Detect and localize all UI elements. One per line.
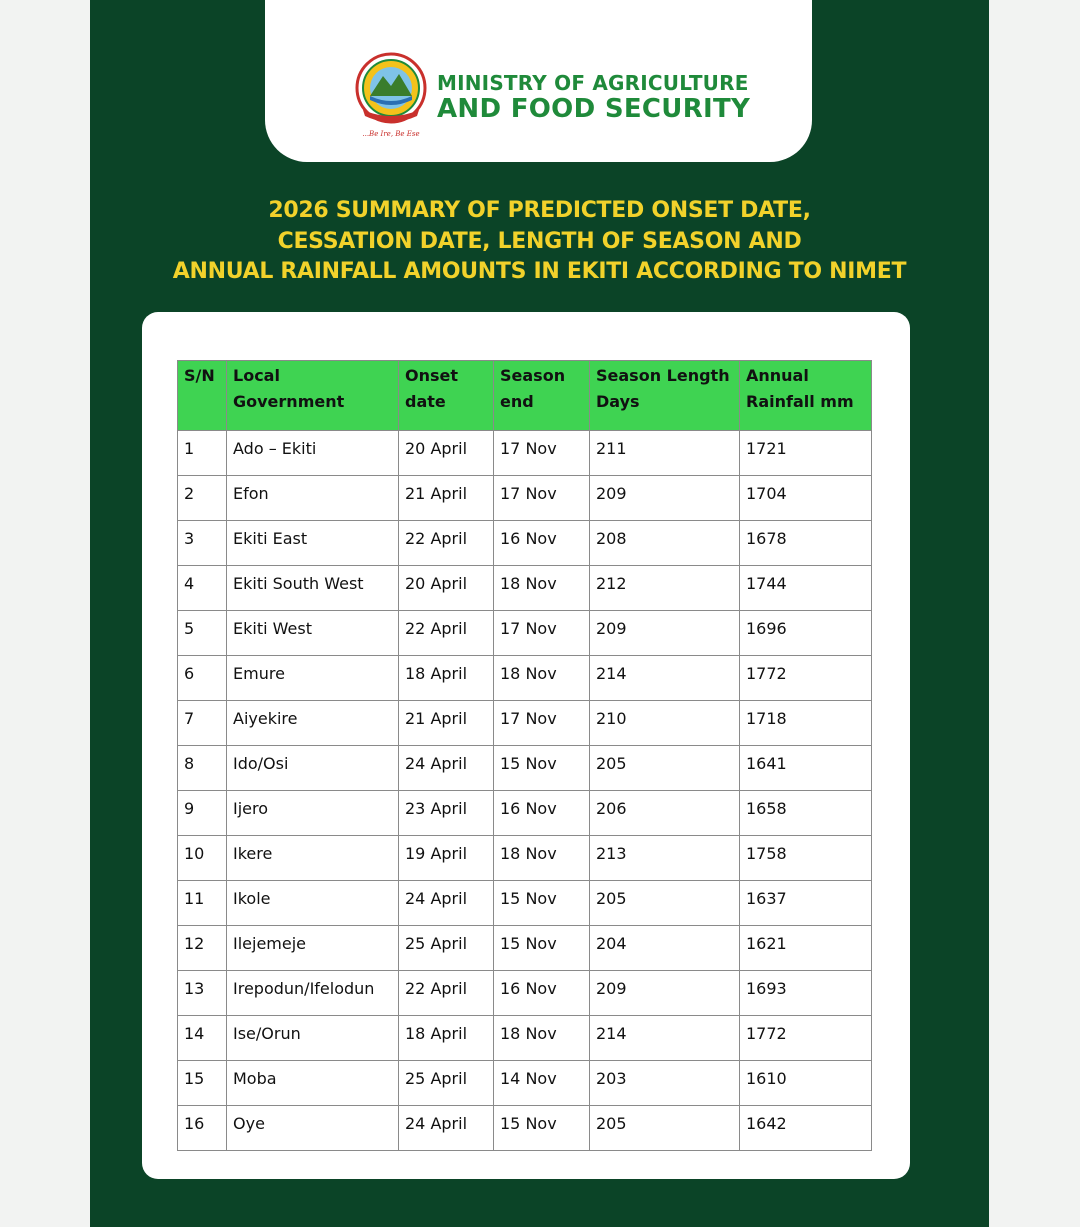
cell-annual-rainfall: 1704 [740, 476, 872, 521]
header-rainfall-label-2: Rainfall mm [746, 392, 854, 411]
cell-annual-rainfall: 1718 [740, 701, 872, 746]
cell-sn: 11 [178, 881, 227, 926]
cell-sn: 4 [178, 566, 227, 611]
cell-annual-rainfall: 1693 [740, 971, 872, 1016]
cell-annual-rainfall: 1758 [740, 836, 872, 881]
cell-local-government: Emure [227, 656, 399, 701]
cell-season-length: 209 [590, 971, 740, 1016]
table-row [178, 971, 872, 1016]
cell-sn: 13 [178, 971, 227, 1016]
table-header-row [178, 361, 872, 431]
header-lg-label-2: Government [233, 392, 345, 411]
header-annual-rainfall [740, 361, 872, 431]
ministry-logo [355, 52, 427, 140]
cell-season-length: 208 [590, 521, 740, 566]
cell-onset-date: 21 April [399, 476, 494, 521]
cell-onset-date: 24 April [399, 881, 494, 926]
cell-sn: 7 [178, 701, 227, 746]
cell-season-end: 15 Nov [494, 1106, 590, 1151]
cell-season-end: 17 Nov [494, 701, 590, 746]
header-onset-label: Onset [405, 366, 459, 385]
table-row [178, 656, 872, 701]
cell-annual-rainfall: 1641 [740, 746, 872, 791]
cell-local-government: Moba [227, 1061, 399, 1106]
cell-season-length: 210 [590, 701, 740, 746]
cell-local-government: Ekiti East [227, 521, 399, 566]
header-season-length [590, 361, 740, 431]
cell-onset-date: 22 April [399, 521, 494, 566]
cell-onset-date: 25 April [399, 1061, 494, 1106]
cell-annual-rainfall: 1772 [740, 656, 872, 701]
cell-local-government: Ido/Osi [227, 746, 399, 791]
cell-sn: 1 [178, 431, 227, 476]
table-row [178, 1016, 872, 1061]
cell-annual-rainfall: 1744 [740, 566, 872, 611]
header-end-label-2: end [500, 392, 534, 411]
cell-local-government: Aiyekire [227, 701, 399, 746]
cell-sn: 2 [178, 476, 227, 521]
cell-onset-date: 24 April [399, 1106, 494, 1151]
cell-onset-date: 22 April [399, 611, 494, 656]
cell-season-length: 204 [590, 926, 740, 971]
cell-local-government: Ekiti South West [227, 566, 399, 611]
table-row [178, 431, 872, 476]
cell-onset-date: 24 April [399, 746, 494, 791]
cell-season-end: 15 Nov [494, 926, 590, 971]
cell-onset-date: 23 April [399, 791, 494, 836]
cell-annual-rainfall: 1658 [740, 791, 872, 836]
table-row [178, 926, 872, 971]
cell-sn: 3 [178, 521, 227, 566]
cell-season-end: 17 Nov [494, 476, 590, 521]
header-sn-label: S/N [184, 366, 215, 385]
table-row [178, 1061, 872, 1106]
cell-local-government: Irepodun/Ifelodun [227, 971, 399, 1016]
cell-sn: 12 [178, 926, 227, 971]
cell-sn: 16 [178, 1106, 227, 1151]
cell-onset-date: 18 April [399, 1016, 494, 1061]
table-row [178, 476, 872, 521]
header-onset-label-2: date [405, 392, 446, 411]
cell-local-government: Oye [227, 1106, 399, 1151]
cell-season-end: 16 Nov [494, 521, 590, 566]
cell-onset-date: 20 April [399, 566, 494, 611]
cell-season-length: 214 [590, 1016, 740, 1061]
cell-local-government: Ikere [227, 836, 399, 881]
ministry-name-line2: AND FOOD SECURITY [437, 94, 751, 124]
cell-local-government: Ise/Orun [227, 1016, 399, 1061]
cell-sn: 10 [178, 836, 227, 881]
cell-onset-date: 25 April [399, 926, 494, 971]
cell-season-end: 17 Nov [494, 431, 590, 476]
cell-season-length: 206 [590, 791, 740, 836]
cell-season-end: 14 Nov [494, 1061, 590, 1106]
cell-sn: 8 [178, 746, 227, 791]
header-length-label: Season Length [596, 366, 730, 385]
header-sn [178, 361, 227, 431]
cell-local-government: Efon [227, 476, 399, 521]
cell-onset-date: 19 April [399, 836, 494, 881]
cell-annual-rainfall: 1772 [740, 1016, 872, 1061]
cell-annual-rainfall: 1621 [740, 926, 872, 971]
cell-sn: 15 [178, 1061, 227, 1106]
rainfall-table [177, 360, 872, 1151]
table-row [178, 1106, 872, 1151]
cell-onset-date: 22 April [399, 971, 494, 1016]
header-season-end [494, 361, 590, 431]
header-local-government [227, 361, 399, 431]
cell-annual-rainfall: 1637 [740, 881, 872, 926]
cell-local-government: Ikole [227, 881, 399, 926]
cell-season-length: 211 [590, 431, 740, 476]
header-length-label-2: Days [596, 392, 640, 411]
table-row [178, 836, 872, 881]
cell-season-length: 205 [590, 746, 740, 791]
cell-season-length: 205 [590, 881, 740, 926]
cell-season-end: 16 Nov [494, 971, 590, 1016]
cell-annual-rainfall: 1696 [740, 611, 872, 656]
cell-onset-date: 18 April [399, 656, 494, 701]
title-line2: CESSATION DATE, LENGTH OF SEASON AND [277, 228, 802, 254]
cell-sn: 14 [178, 1016, 227, 1061]
title-line1: 2026 SUMMARY OF PREDICTED ONSET DATE, [268, 198, 811, 223]
cell-season-length: 213 [590, 836, 740, 881]
table-row [178, 521, 872, 566]
cell-sn: 9 [178, 791, 227, 836]
ministry-name [437, 72, 750, 125]
cell-season-end: 18 Nov [494, 1016, 590, 1061]
page-title [90, 196, 989, 288]
cell-annual-rainfall: 1642 [740, 1106, 872, 1151]
ministry-name-line1: MINISTRY OF AGRICULTURE [437, 71, 749, 95]
cell-local-government: Ekiti West [227, 611, 399, 656]
cell-season-length: 214 [590, 656, 740, 701]
logo-motto: ...Be Ire, Be Ese [362, 130, 420, 138]
cell-season-end: 18 Nov [494, 836, 590, 881]
cell-local-government: Ado – Ekiti [227, 431, 399, 476]
cell-season-length: 209 [590, 476, 740, 521]
table-row [178, 791, 872, 836]
cell-sn: 6 [178, 656, 227, 701]
cell-season-length: 209 [590, 611, 740, 656]
cell-onset-date: 21 April [399, 701, 494, 746]
table-body [178, 431, 872, 1151]
cell-local-government: Ijero [227, 791, 399, 836]
cell-annual-rainfall: 1721 [740, 431, 872, 476]
cell-season-length: 212 [590, 566, 740, 611]
cell-season-end: 18 Nov [494, 656, 590, 701]
cell-season-end: 18 Nov [494, 566, 590, 611]
cell-season-end: 15 Nov [494, 881, 590, 926]
cell-onset-date: 20 April [399, 431, 494, 476]
cell-local-government: Ilejemeje [227, 926, 399, 971]
cell-sn: 5 [178, 611, 227, 656]
table-row [178, 611, 872, 656]
header-rainfall-label: Annual [746, 366, 809, 385]
cell-annual-rainfall: 1678 [740, 521, 872, 566]
cell-season-length: 203 [590, 1061, 740, 1106]
cell-season-end: 16 Nov [494, 791, 590, 836]
cell-season-end: 15 Nov [494, 746, 590, 791]
header-onset-date [399, 361, 494, 431]
table-row [178, 746, 872, 791]
cell-season-end: 17 Nov [494, 611, 590, 656]
cell-annual-rainfall: 1610 [740, 1061, 872, 1106]
header-end-label: Season [500, 366, 566, 385]
table-row [178, 701, 872, 746]
table-row [178, 566, 872, 611]
cell-season-length: 205 [590, 1106, 740, 1151]
title-line3: ANNUAL RAINFALL AMOUNTS IN EKITI ACCORDING TO NIMET [172, 259, 907, 284]
header-lg-label: Local [233, 366, 280, 385]
table-row [178, 881, 872, 926]
